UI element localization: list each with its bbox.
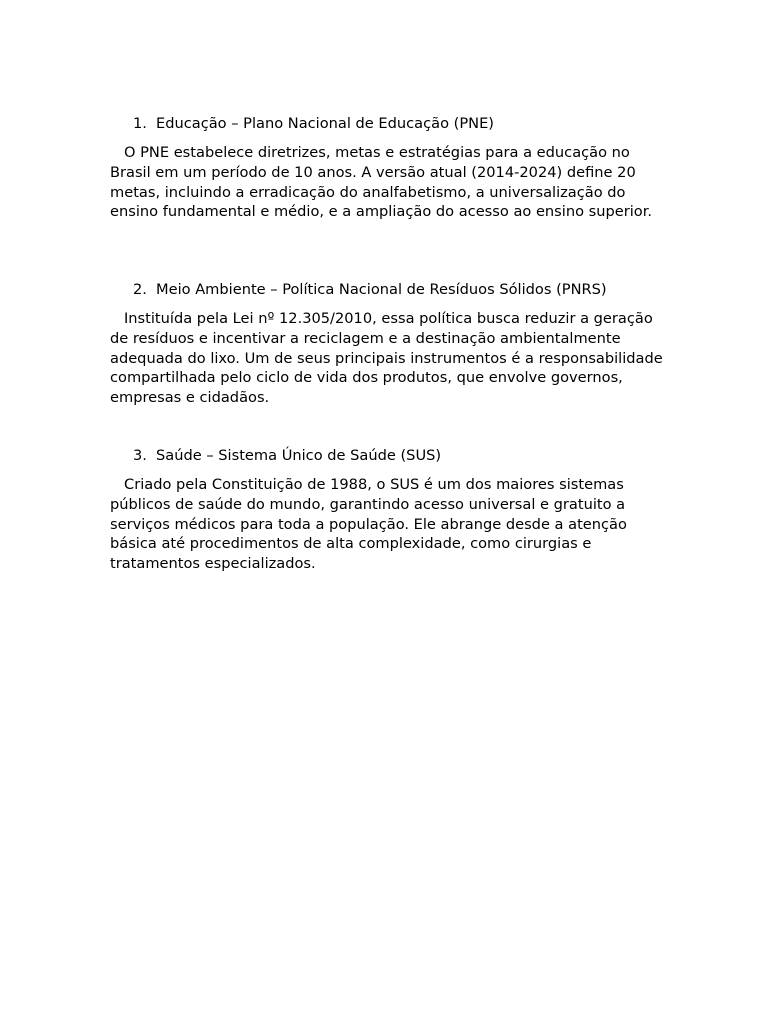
section-heading [110,446,670,466]
section-paragraph: Criado pela Constituição de 1988, o SUS é um dos maiores sistemas públicos de saúde do mundo, garantindo acesso universal e gratuito a serviços médicos para toda a população. Ele abrange desde a atenção básica até procedimentos de alta complexidade, como cirurgias e tratamentos especializados. [110,476,627,573]
heading-text: Educação – Plano Nacional de Educação (PNE) [156,115,494,132]
section-environment [110,280,670,408]
list-number: 3. [133,447,147,464]
section-paragraph: Instituída pela Lei nº 12.305/2010, essa política busca reduzir a geração de resíduos e incentivar a reciclagem e a destinação ambientalmente adequada do lixo. Um de seus principais instrumentos é a responsabilidade compartilhada pelo ciclo de vida dos produtos, que envolve governos, empresas e cidadãos. [110,310,663,407]
list-number: 2. [133,281,147,298]
section-education [110,114,670,222]
section-heading [110,280,670,300]
section-health [110,446,670,574]
list-number: 1. [133,115,147,132]
section-paragraph: O PNE estabelece diretrizes, metas e estratégias para a educação no Brasil em um período de 10 anos. A versão atual (2014-2024) define 20 metas, incluindo a erradicação do analfabetismo, a universalização do ensino fundamental e médio, e a ampliação do acesso ao ensino superior. [110,144,653,221]
section-heading [110,114,670,134]
heading-text: Meio Ambiente – Política Nacional de Resíduos Sólidos (PNRS) [156,281,607,298]
heading-text: Saúde – Sistema Único de Saúde (SUS) [156,447,442,464]
